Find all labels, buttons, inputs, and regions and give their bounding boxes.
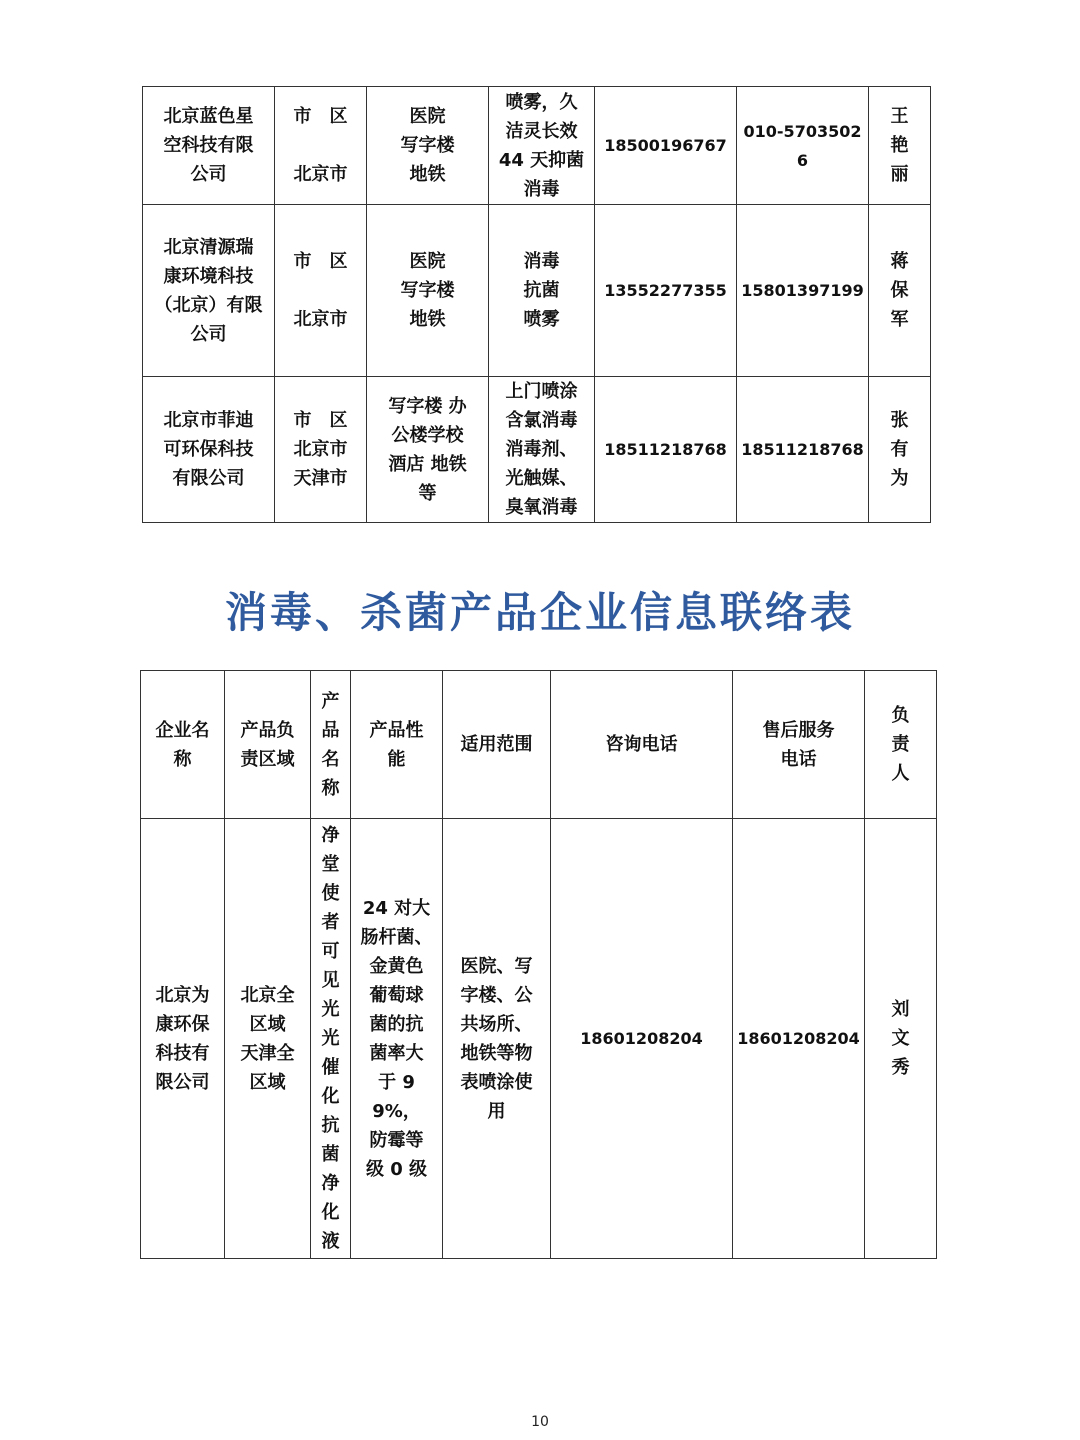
table-row <box>143 205 931 377</box>
header-product-name: 产 品 名 称 <box>311 671 351 819</box>
phone-cell: 13552277355 <box>595 205 737 377</box>
contact-cell: 蒋 保 军 <box>869 205 931 377</box>
header-phone: 咨询电话 <box>551 671 733 819</box>
section-title: 消毒、杀菌产品企业信息联络表 <box>224 588 855 637</box>
header-performance: 产品性 能 <box>351 671 443 819</box>
scope-cell: 医院、写 字楼、公 共场所、 地铁等物 表喷涂使 用 <box>443 819 551 1259</box>
product-cell: 喷雾，久 洁灵长效 44 天抑菌 消毒 <box>489 87 595 205</box>
service-phone-cell: 15801397199 <box>737 205 869 377</box>
header-row <box>141 671 937 819</box>
disinfection-product-table <box>140 670 937 1259</box>
header-region: 产品负 责区域 <box>225 671 311 819</box>
company-table-continued <box>142 86 931 523</box>
region-cell: 北京全 区域 天津全 区域 <box>225 819 311 1259</box>
product-name-cell: 净 堂 使 者 可 见 光 光 催 化 抗 菌 净 化 液 <box>311 819 351 1259</box>
product-cell: 上门喷涂 含氯消毒 消毒剂、 光触媒、 臭氧消毒 <box>489 377 595 523</box>
service-phone-cell: 18511218768 <box>737 377 869 523</box>
table-row <box>143 87 931 205</box>
page-number: 10 <box>531 1414 549 1430</box>
contact-cell: 王 艳 丽 <box>869 87 931 205</box>
header-contact: 负 责 人 <box>865 671 937 819</box>
region-cell: 市 区 北京市 <box>275 205 367 377</box>
header-company: 企业名 称 <box>141 671 225 819</box>
product-cell: 消毒 抗菌 喷雾 <box>489 205 595 377</box>
table-row <box>141 819 937 1259</box>
service-phone-cell: 18601208204 <box>733 819 865 1259</box>
phone-cell: 18511218768 <box>595 377 737 523</box>
scope-cell: 医院 写字楼 地铁 <box>367 87 489 205</box>
company-cell: 北京市菲迪 可环保科技 有限公司 <box>143 377 275 523</box>
scope-cell: 写字楼 办 公楼学校 酒店 地铁 等 <box>367 377 489 523</box>
company-cell: 北京清源瑞 康环境科技 （北京）有限 公司 <box>143 205 275 377</box>
scope-cell: 医院 写字楼 地铁 <box>367 205 489 377</box>
region-cell: 市 区 北京市 天津市 <box>275 377 367 523</box>
performance-cell: 24 对大 肠杆菌、 金黄色 葡萄球 菌的抗 菌率大 于 99%， 防霉等 级 0 级 <box>351 819 443 1259</box>
company-cell: 北京为 康环保 科技有 限公司 <box>141 819 225 1259</box>
region-cell: 市 区 北京市 <box>275 87 367 205</box>
header-scope: 适用范围 <box>443 671 551 819</box>
phone-cell: 18500196767 <box>595 87 737 205</box>
phone-cell: 18601208204 <box>551 819 733 1259</box>
company-cell: 北京蓝色星 空科技有限 公司 <box>143 87 275 205</box>
table-row <box>143 377 931 523</box>
service-phone-cell: 010-5703502 6 <box>737 87 869 205</box>
contact-cell: 刘 文 秀 <box>865 819 937 1259</box>
contact-cell: 张 有 为 <box>869 377 931 523</box>
header-service-phone: 售后服务 电话 <box>733 671 865 819</box>
